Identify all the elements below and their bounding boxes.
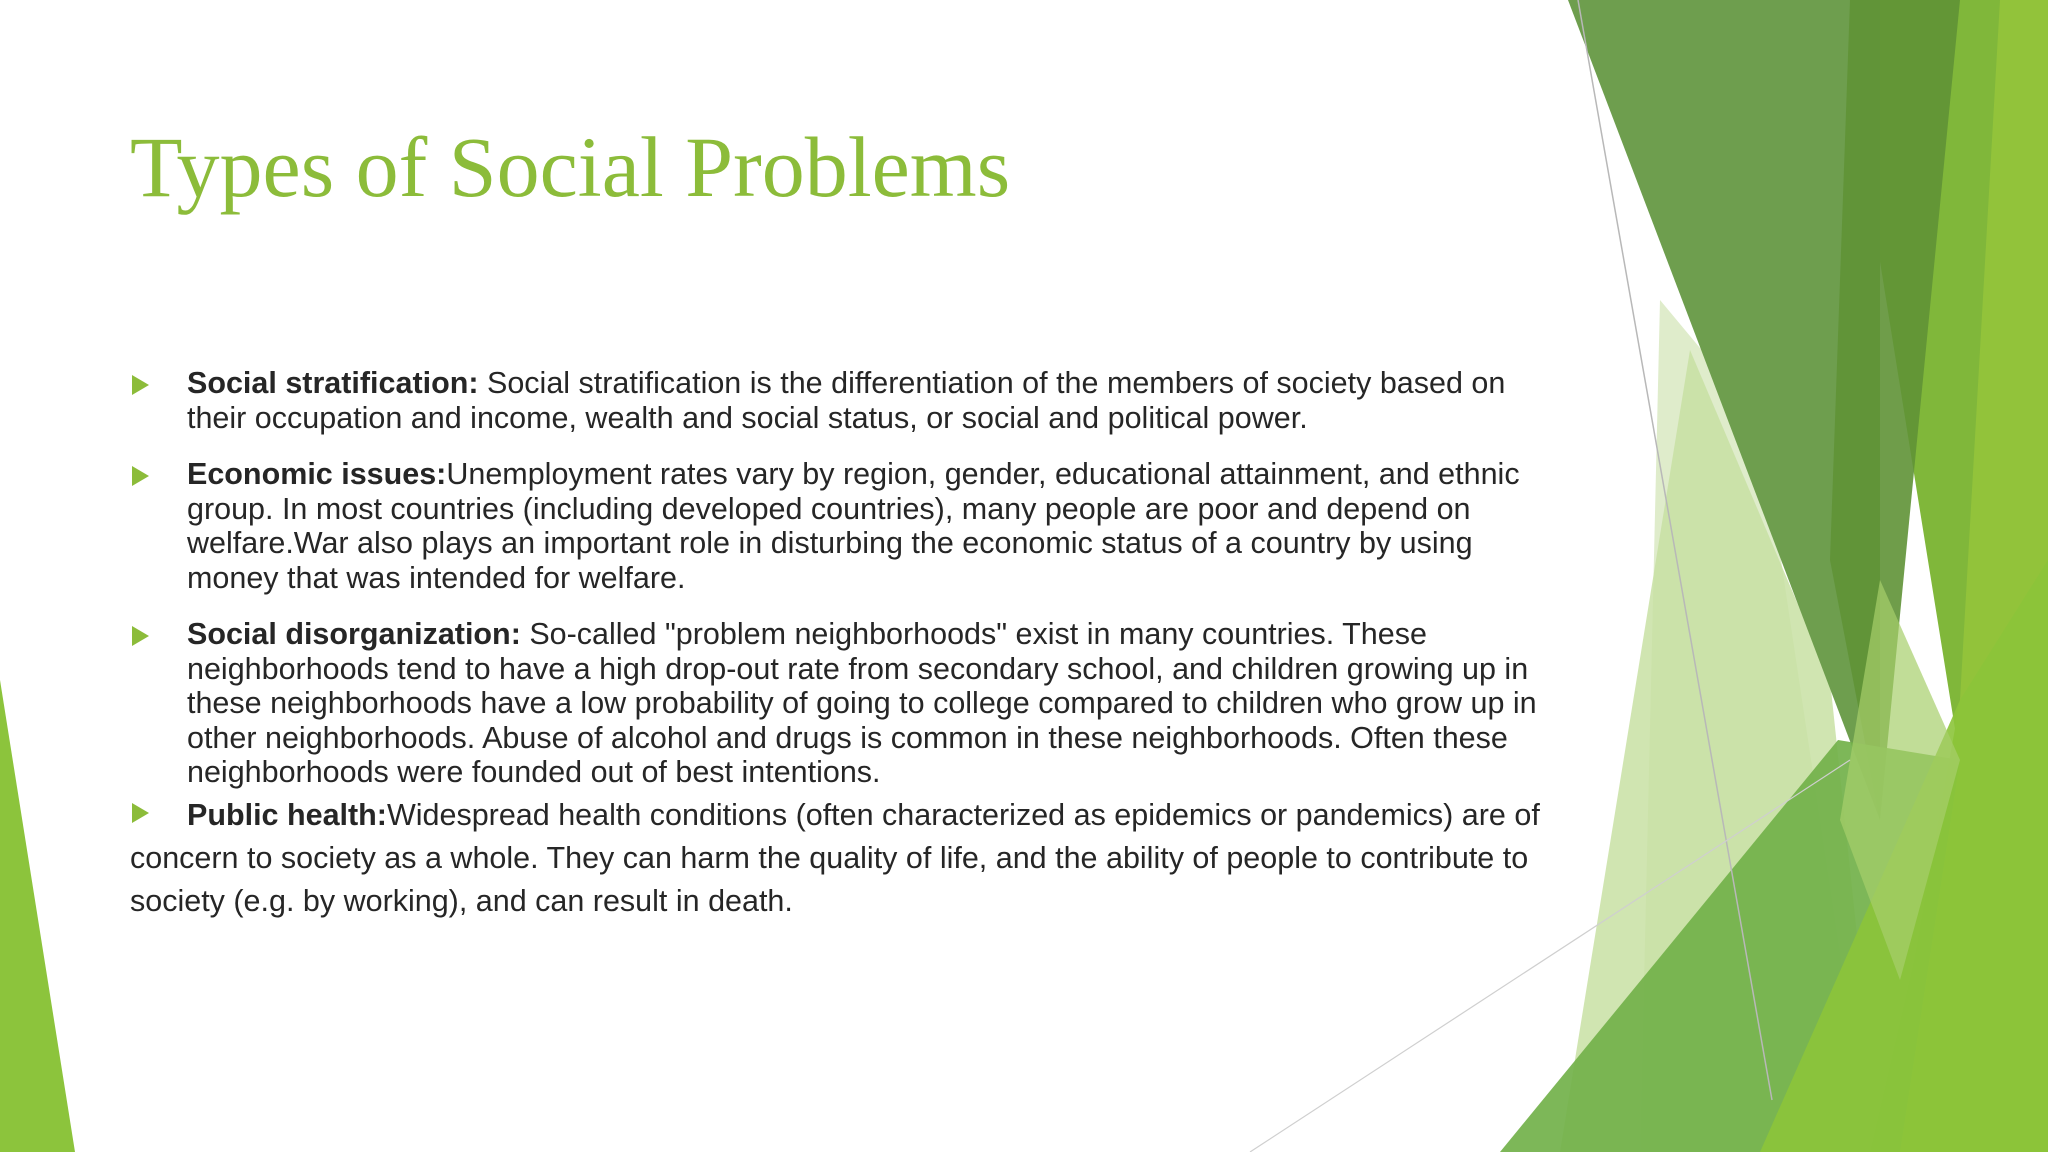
bullet-term: Economic issues:: [187, 457, 447, 491]
bullet-text: Unemployment rates vary by region, gender, educational attainment, and ethnic group. In most countries (including developed countries), many people are poor and depend on welfare.War also plays an important role in disturbing the economic status of a country by using money that was intended for welfare.: [187, 457, 1520, 595]
triangle-right-icon: [132, 466, 149, 486]
triangle-right-icon: [132, 375, 149, 395]
bullet-text: Widespread health conditions (often characterized as epidemics or pandemics) are of concern to society as a whole. They can harm the quality of life, and the ability of people to contribute to society (e.g. by working), and can result in death.: [130, 797, 1540, 918]
bullet-term: Social stratification:: [187, 366, 479, 400]
triangle-right-icon: [132, 803, 149, 823]
triangle-right-icon: [132, 626, 149, 646]
bullet-text: Social stratification is the differentiation of the members of society based on their occupation and income, wealth and social status, or social and political power.: [187, 366, 1506, 435]
bullet-item: [130, 617, 1550, 790]
bullet-item: [130, 366, 1550, 435]
bullet-term: Social disorganization:: [187, 617, 521, 651]
slide-title: Types of Social Problems: [130, 119, 1011, 215]
left-green-sliver: [0, 680, 75, 1152]
bullet-hanging-text: [130, 794, 1550, 923]
bullet-list: [130, 366, 1550, 945]
bullet-item: [130, 794, 1550, 923]
bullet-item: [130, 457, 1550, 595]
bullet-term: Public health:: [187, 797, 387, 832]
bullet-text: So-called "problem neighborhoods" exist in many countries. These neighborhoods tend to have a high drop-out rate from secondary school, and children growing up in these neighborhoods have a low probability of going to college compared to children who grow up in other neighborhoods. Abuse of alcohol and drugs is common in these neighborhoods. Often these neighborhoods were founded out of best intentions.: [187, 617, 1537, 789]
